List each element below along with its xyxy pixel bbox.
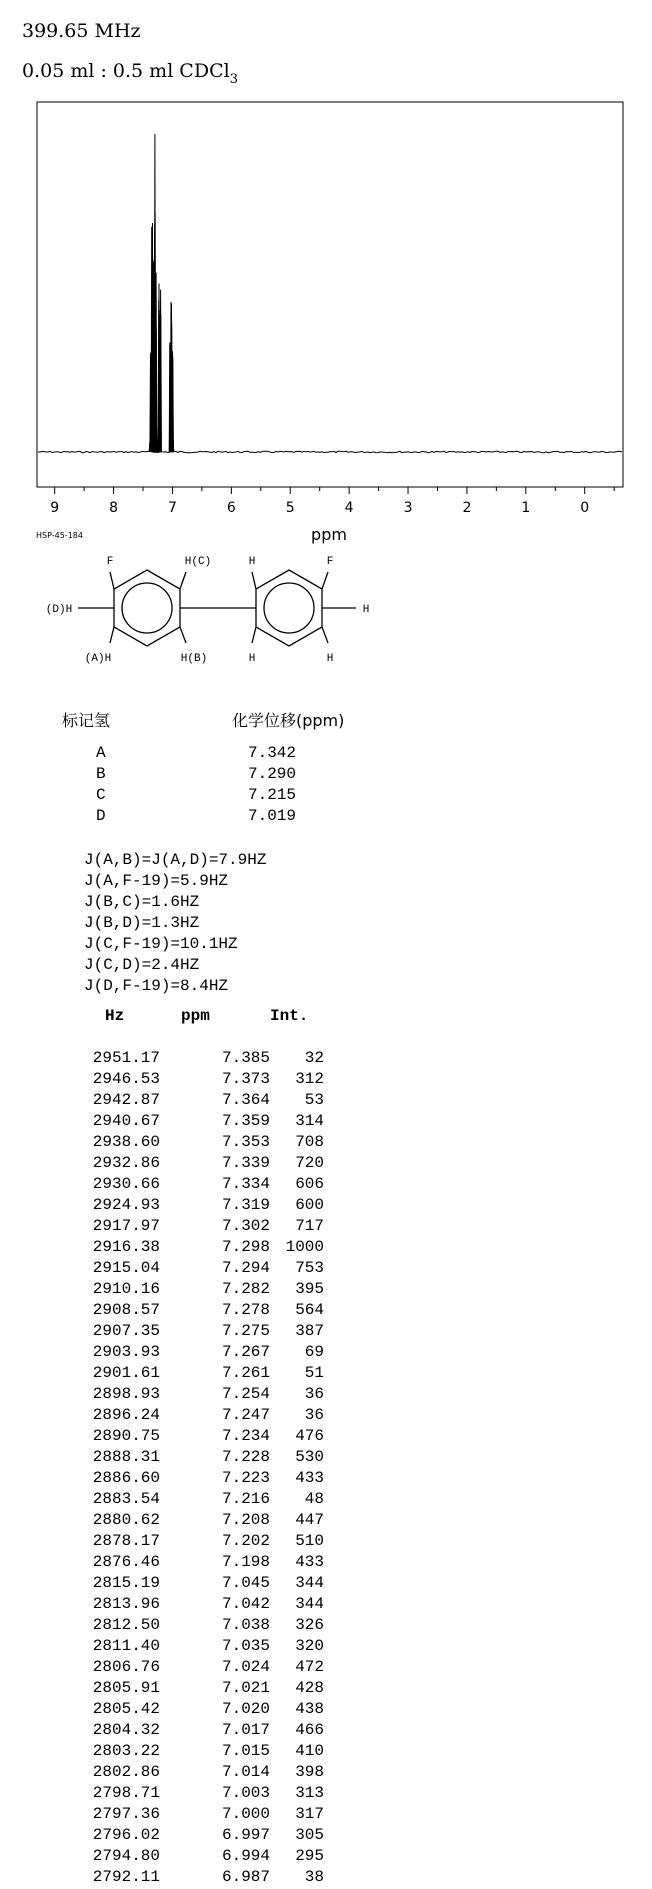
peak-hz: 2898.93 bbox=[92, 1385, 160, 1403]
peak-intensity: 305 bbox=[295, 1826, 324, 1844]
peak-hz: 2930.66 bbox=[92, 1175, 160, 1193]
peak-intensity: 295 bbox=[295, 1847, 324, 1865]
shift-value: 7.290 bbox=[248, 765, 297, 783]
peak-hz: 2806.76 bbox=[92, 1658, 160, 1676]
shift-label: C bbox=[96, 786, 106, 804]
peak-hz: 2878.17 bbox=[92, 1532, 160, 1550]
peak-table-header-hz: Hz bbox=[105, 1007, 125, 1025]
peak-hz: 2803.22 bbox=[92, 1742, 160, 1760]
plot-frame bbox=[37, 102, 623, 487]
peak-intensity: 476 bbox=[295, 1427, 324, 1445]
peak-table-row bbox=[0, 1301, 652, 1322]
peak-intensity: 317 bbox=[295, 1805, 324, 1823]
peak-table-row bbox=[0, 1616, 652, 1637]
x-tick-label: 8 bbox=[109, 500, 119, 516]
peak-table-row bbox=[0, 1385, 652, 1406]
peak-ppm: 7.021 bbox=[221, 1679, 270, 1697]
peak-hz: 2794.80 bbox=[92, 1847, 160, 1865]
coupling-constant: J(D,F-19)=8.4HZ bbox=[84, 977, 229, 995]
peak-ppm: 7.208 bbox=[221, 1511, 270, 1529]
peak-intensity: 708 bbox=[295, 1133, 324, 1151]
peak-table-row bbox=[0, 1826, 652, 1847]
peak-hz: 2804.32 bbox=[92, 1721, 160, 1739]
peak-ppm: 7.014 bbox=[221, 1763, 270, 1781]
peak-hz: 2940.67 bbox=[92, 1112, 160, 1130]
peak-ppm: 7.247 bbox=[221, 1406, 270, 1424]
peak-table-row bbox=[0, 1406, 652, 1427]
peak-table-header-int: Int. bbox=[270, 1007, 309, 1025]
peak-ppm: 7.000 bbox=[221, 1805, 270, 1823]
x-tick-label: 5 bbox=[285, 500, 295, 516]
peak-hz: 2812.50 bbox=[92, 1616, 160, 1634]
x-tick-label: 0 bbox=[580, 500, 590, 516]
atom-H-A: (A)H bbox=[84, 653, 112, 665]
spectrometer-frequency: 399.65 MHz bbox=[22, 20, 141, 42]
peak-intensity: 53 bbox=[304, 1091, 324, 1109]
peak-ppm: 6.994 bbox=[221, 1847, 270, 1865]
peak-intensity: 320 bbox=[295, 1637, 324, 1655]
peak-hz: 2797.36 bbox=[92, 1805, 160, 1823]
peak-intensity: 313 bbox=[295, 1784, 324, 1802]
nmr-spectrum-chart bbox=[0, 0, 652, 545]
peak-hz: 2915.04 bbox=[92, 1259, 160, 1277]
peak-ppm: 7.364 bbox=[221, 1091, 270, 1109]
peak-table-header-ppm: ppm bbox=[181, 1007, 210, 1025]
peak-intensity: 51 bbox=[304, 1364, 324, 1382]
shift-value: 7.019 bbox=[248, 807, 297, 825]
peak-table-row bbox=[0, 1490, 652, 1511]
peak-table-row bbox=[0, 1091, 652, 1112]
peak-ppm: 7.282 bbox=[221, 1280, 270, 1298]
peak-hz: 2932.86 bbox=[92, 1154, 160, 1172]
peak-hz: 2910.16 bbox=[92, 1280, 160, 1298]
peak-hz: 2805.91 bbox=[92, 1679, 160, 1697]
solvent-subscript: 3 bbox=[229, 72, 238, 87]
peak-hz: 2792.11 bbox=[92, 1868, 160, 1886]
peak-ppm: 7.339 bbox=[221, 1154, 270, 1172]
peak-intensity: 606 bbox=[295, 1175, 324, 1193]
peak-ppm: 7.298 bbox=[221, 1238, 270, 1256]
x-tick-label: 3 bbox=[403, 500, 413, 516]
peak-ppm: 7.045 bbox=[221, 1574, 270, 1592]
peak-ppm: 7.319 bbox=[221, 1196, 270, 1214]
peak-intensity: 36 bbox=[304, 1406, 324, 1424]
peak-hz: 2903.93 bbox=[92, 1343, 160, 1361]
peak-table-row bbox=[0, 1175, 652, 1196]
peak-ppm: 6.987 bbox=[221, 1868, 270, 1886]
peak-table-row bbox=[0, 1532, 652, 1553]
peak-table-row bbox=[0, 1364, 652, 1385]
peak-ppm: 7.359 bbox=[221, 1112, 270, 1130]
peak-ppm: 7.294 bbox=[221, 1259, 270, 1277]
peak-table-row bbox=[0, 1448, 652, 1469]
x-tick-label: 7 bbox=[167, 500, 177, 516]
peak-intensity: 438 bbox=[295, 1700, 324, 1718]
peak-hz: 2802.86 bbox=[92, 1763, 160, 1781]
peak-table-row bbox=[0, 1721, 652, 1742]
assignment-label-header: 标记氢 bbox=[62, 711, 111, 730]
shift-label: B bbox=[96, 765, 106, 783]
peak-table-row bbox=[0, 1511, 652, 1532]
peak-intensity: 69 bbox=[304, 1343, 324, 1361]
peak-intensity: 387 bbox=[295, 1322, 324, 1340]
peak-hz: 2917.97 bbox=[92, 1217, 160, 1235]
peak-intensity: 447 bbox=[295, 1511, 324, 1529]
peak-hz: 2942.87 bbox=[92, 1091, 160, 1109]
peak-ppm: 7.267 bbox=[221, 1343, 270, 1361]
peak-hz: 2798.71 bbox=[92, 1784, 160, 1802]
peak-hz: 2811.40 bbox=[92, 1637, 160, 1655]
peak-intensity: 600 bbox=[295, 1196, 324, 1214]
peak-ppm: 7.353 bbox=[221, 1133, 270, 1151]
peak-intensity: 428 bbox=[295, 1679, 324, 1697]
peak-hz: 2890.75 bbox=[92, 1427, 160, 1445]
shift-value: 7.215 bbox=[248, 786, 297, 804]
peak-intensity: 344 bbox=[295, 1574, 324, 1592]
atom-H-C: H(C) bbox=[184, 556, 212, 568]
peak-hz: 2796.02 bbox=[92, 1826, 160, 1844]
peak-hz: 2951.17 bbox=[92, 1049, 160, 1067]
peak-ppm: 7.017 bbox=[221, 1721, 270, 1739]
peak-intensity: 314 bbox=[295, 1112, 324, 1130]
peak-intensity: 510 bbox=[295, 1532, 324, 1550]
peak-ppm: 7.198 bbox=[221, 1553, 270, 1571]
peak-table-row bbox=[0, 1133, 652, 1154]
peak-ppm: 7.042 bbox=[221, 1595, 270, 1613]
peak-hz: 2946.53 bbox=[92, 1070, 160, 1088]
peak-intensity: 717 bbox=[295, 1217, 324, 1235]
peak-hz: 2908.57 bbox=[92, 1301, 160, 1319]
peak-hz: 2901.61 bbox=[92, 1364, 160, 1382]
peak-intensity: 1000 bbox=[285, 1238, 324, 1256]
coupling-constant: J(A,F-19)=5.9HZ bbox=[84, 872, 229, 890]
peak-ppm: 6.997 bbox=[221, 1826, 270, 1844]
peak-ppm: 7.334 bbox=[221, 1175, 270, 1193]
peak-table-row bbox=[0, 1196, 652, 1217]
peak-intensity: 433 bbox=[295, 1469, 324, 1487]
peak-ppm: 7.216 bbox=[221, 1490, 270, 1508]
peak-table-row bbox=[0, 1280, 652, 1301]
peak-table-row bbox=[0, 1154, 652, 1175]
peak-hz: 2886.60 bbox=[92, 1469, 160, 1487]
peak-ppm: 7.234 bbox=[221, 1427, 270, 1445]
peak-hz: 2813.96 bbox=[92, 1595, 160, 1613]
peak-table-row bbox=[0, 1112, 652, 1133]
peak-table-row bbox=[0, 1553, 652, 1574]
left-benzene-ring bbox=[114, 570, 180, 646]
atom-H-para: H bbox=[362, 604, 370, 616]
peak-hz: 2805.42 bbox=[92, 1700, 160, 1718]
left-aromatic-circle bbox=[122, 583, 172, 633]
shift-label: D bbox=[96, 807, 106, 825]
peak-hz: 2938.60 bbox=[92, 1133, 160, 1151]
molecule-structure bbox=[40, 548, 380, 698]
x-axis-label: ppm bbox=[311, 525, 347, 544]
peak-ppm: 7.302 bbox=[221, 1217, 270, 1235]
peak-table-row bbox=[0, 1322, 652, 1343]
peak-intensity: 395 bbox=[295, 1280, 324, 1298]
peak-hz: 2888.31 bbox=[92, 1448, 160, 1466]
peak-hz: 2924.93 bbox=[92, 1196, 160, 1214]
peak-ppm: 7.015 bbox=[221, 1742, 270, 1760]
peak-table-row bbox=[0, 1049, 652, 1070]
peak-table-row bbox=[0, 1700, 652, 1721]
peak-table-row bbox=[0, 1217, 652, 1238]
peak-table-row bbox=[0, 1259, 652, 1280]
solvent-text: 0.05 ml : 0.5 ml CDCl bbox=[22, 60, 230, 82]
atom-H-top-right: H bbox=[248, 556, 256, 568]
peak-table-row bbox=[0, 1238, 652, 1259]
atom-H-bottom-right: H bbox=[326, 653, 334, 665]
peak-hz: 2815.19 bbox=[92, 1574, 160, 1592]
peak-intensity: 48 bbox=[304, 1490, 324, 1508]
peak-intensity: 753 bbox=[295, 1259, 324, 1277]
peak-hz: 2907.35 bbox=[92, 1322, 160, 1340]
x-tick-label: 4 bbox=[344, 500, 354, 516]
peak-ppm: 7.278 bbox=[221, 1301, 270, 1319]
peak-intensity: 36 bbox=[304, 1385, 324, 1403]
peak-table-row bbox=[0, 1343, 652, 1364]
peak-ppm: 7.020 bbox=[221, 1700, 270, 1718]
coupling-constant: J(B,C)=1.6HZ bbox=[84, 893, 200, 911]
peak-ppm: 7.038 bbox=[221, 1616, 270, 1634]
coupling-constant: J(B,D)=1.3HZ bbox=[84, 914, 200, 932]
peak-intensity: 433 bbox=[295, 1553, 324, 1571]
peak-intensity: 530 bbox=[295, 1448, 324, 1466]
peak-table-row bbox=[0, 1070, 652, 1091]
peak-table-row bbox=[0, 1679, 652, 1700]
peak-hz: 2883.54 bbox=[92, 1490, 160, 1508]
coupling-constant: J(A,B)=J(A,D)=7.9HZ bbox=[84, 851, 267, 869]
peak-hz: 2880.62 bbox=[92, 1511, 160, 1529]
peak-ppm: 7.202 bbox=[221, 1532, 270, 1550]
peak-ppm: 7.373 bbox=[221, 1070, 270, 1088]
peak-ppm: 7.024 bbox=[221, 1658, 270, 1676]
spectrum-baseline bbox=[38, 451, 622, 453]
peak-ppm: 7.385 bbox=[221, 1049, 270, 1067]
x-tick-label: 1 bbox=[521, 500, 531, 516]
peak-intensity: 720 bbox=[295, 1154, 324, 1172]
peak-table-row bbox=[0, 1637, 652, 1658]
peak-table-row bbox=[0, 1847, 652, 1868]
peak-ppm: 7.275 bbox=[221, 1322, 270, 1340]
peak-hz: 2916.38 bbox=[92, 1238, 160, 1256]
peak-table-row bbox=[0, 1595, 652, 1616]
atom-H-B: H(B) bbox=[180, 653, 208, 665]
atom-H-bottom-mid: H bbox=[248, 653, 256, 665]
coupling-constant: J(C,F-19)=10.1HZ bbox=[84, 935, 238, 953]
right-aromatic-circle bbox=[264, 583, 314, 633]
peak-table-row bbox=[0, 1469, 652, 1490]
peak-table-row bbox=[0, 1784, 652, 1805]
spectrum-id: HSP-45-184 bbox=[36, 531, 83, 540]
peak-table-row bbox=[0, 1763, 652, 1784]
x-tick-label: 2 bbox=[462, 500, 472, 516]
peak-hz: 2896.24 bbox=[92, 1406, 160, 1424]
peak-table-row bbox=[0, 1658, 652, 1679]
atom-F-right: F bbox=[326, 556, 334, 568]
x-tick-label: 6 bbox=[226, 500, 236, 516]
shift-value: 7.342 bbox=[248, 744, 297, 762]
peak-intensity: 32 bbox=[304, 1049, 324, 1067]
peak-ppm: 7.261 bbox=[221, 1364, 270, 1382]
right-benzene-ring bbox=[256, 570, 322, 646]
peak-ppm: 7.223 bbox=[221, 1469, 270, 1487]
chemical-shift-header: 化学位移(ppm) bbox=[232, 711, 345, 730]
peak-ppm: 7.228 bbox=[221, 1448, 270, 1466]
peak-hz: 2876.46 bbox=[92, 1553, 160, 1571]
peak-intensity: 344 bbox=[295, 1595, 324, 1613]
peak-intensity: 564 bbox=[295, 1301, 324, 1319]
x-tick-label: 9 bbox=[50, 500, 60, 516]
peak-table-row bbox=[0, 1868, 652, 1889]
atom-H-D: (D)H bbox=[45, 604, 73, 616]
peak-table-row bbox=[0, 1742, 652, 1763]
peak-intensity: 38 bbox=[304, 1868, 324, 1886]
peak-table-row bbox=[0, 1427, 652, 1448]
peak-intensity: 326 bbox=[295, 1616, 324, 1634]
peak-ppm: 7.035 bbox=[221, 1637, 270, 1655]
peak-intensity: 472 bbox=[295, 1658, 324, 1676]
peak-table-row bbox=[0, 1805, 652, 1826]
peak-intensity: 410 bbox=[295, 1742, 324, 1760]
peak-intensity: 398 bbox=[295, 1763, 324, 1781]
peak-ppm: 7.003 bbox=[221, 1784, 270, 1802]
atom-F-left: F bbox=[106, 556, 114, 568]
x-axis-ticks bbox=[50, 487, 614, 516]
peak-ppm: 7.254 bbox=[221, 1385, 270, 1403]
peak-intensity: 466 bbox=[295, 1721, 324, 1739]
peak-intensity: 312 bbox=[295, 1070, 324, 1088]
shift-label: A bbox=[96, 744, 106, 762]
spectrum-peaks bbox=[149, 134, 174, 452]
peak-table-row bbox=[0, 1574, 652, 1595]
coupling-constant: J(C,D)=2.4HZ bbox=[84, 956, 200, 974]
